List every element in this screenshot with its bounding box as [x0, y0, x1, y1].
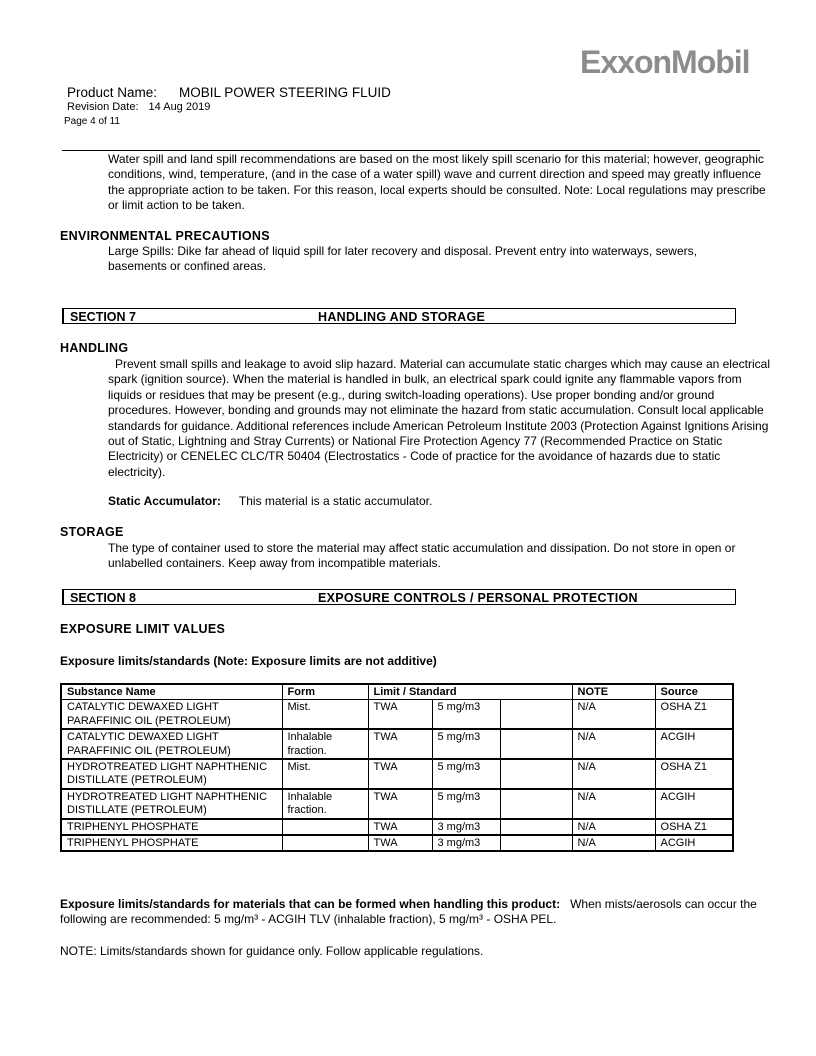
- cell-limit-extra: [500, 729, 572, 759]
- cell-source: ACGIH: [655, 729, 733, 759]
- revision-date-line: [67, 101, 210, 113]
- exposure-limits-table: [60, 683, 734, 852]
- cell-limit-extra: [500, 789, 572, 819]
- product-name-line: [67, 85, 391, 100]
- cell-limit-type: TWA: [368, 700, 432, 729]
- table-row: [61, 759, 733, 789]
- cell-form: [282, 819, 368, 835]
- cell-limit-type: TWA: [368, 729, 432, 759]
- cell-note: N/A: [572, 819, 655, 835]
- cell-note: N/A: [572, 700, 655, 729]
- product-name-label: Product Name:: [67, 85, 158, 100]
- cell-form: Inhalable fraction.: [282, 729, 368, 759]
- cell-limit-value: 5 mg/m3: [432, 729, 500, 759]
- cell-form: Mist.: [282, 759, 368, 789]
- table-header-row: [61, 684, 733, 700]
- static-accumulator-line: [108, 494, 432, 508]
- cell-limit-type: TWA: [368, 835, 432, 851]
- cell-source: OSHA Z1: [655, 700, 733, 729]
- formed-materials-label: Exposure limits/standards for materials that can be formed when handling this product:: [60, 897, 561, 911]
- handling-text: Prevent small spills and leakage to avoid slip hazard. Material can accumulate static charges which may cause an electrical spark (ignition source). When the material is handled in bulk, an electrical spark could ignite any flammable vapors from liquids or residues that may be present (e.g., during switch-loading operations). Use proper bonding and/or ground procedures. However, bonding and grounds may not eliminate the hazard from static accumulation. Consult local applicable standards for guidance. Additional references include American Petroleum Institute 2003 (Protection Against Ignitions Arising out of Static, Lightning and Stray Currents) or National Fire Protection Agency 77 (Recommended Practice on Static Electricity) or CENELEC CLC/TR 50404 (Electrostatics - Code of practice for the avoidance of hazards due to static electricity).: [108, 357, 770, 479]
- cell-limit-type: TWA: [368, 759, 432, 789]
- environmental-precautions-text: Large Spills: Dike far ahead of liquid spill for later recovery and disposal. Prevent entry into waterways, sewers, basements or confined areas.: [108, 244, 697, 274]
- cell-limit-value: 5 mg/m3: [432, 789, 500, 819]
- cell-limit-type: TWA: [368, 819, 432, 835]
- cell-limit-value: 5 mg/m3: [432, 700, 500, 729]
- cell-substance: TRIPHENYL PHOSPHATE: [61, 819, 282, 835]
- exxonmobil-logo: ExxonMobil: [580, 44, 750, 80]
- water-spill-paragraph: Water spill and land spill recommendations are based on the most likely spill scenario for this material; however, geographic conditions, wind, temperature, (and in the case of a water spill) wave and current direction and speed may greatly influence the appropriate action to be taken. For this reason, local experts should be consulted. Note: Local regulations may prescribe or limit action to be taken.: [108, 152, 766, 213]
- table-row: [61, 819, 733, 835]
- cell-note: N/A: [572, 729, 655, 759]
- column-header-note: NOTE: [572, 684, 655, 700]
- cell-limit-extra: [500, 819, 572, 835]
- cell-limit-type: TWA: [368, 789, 432, 819]
- revision-date-label: Revision Date:: [67, 101, 139, 113]
- cell-substance: CATALYTIC DEWAXED LIGHT PARAFFINIC OIL (PETROLEUM): [61, 700, 282, 729]
- guidance-note: NOTE: Limits/standards shown for guidance only. Follow applicable regulations.: [60, 944, 484, 958]
- storage-text: The type of container used to store the material may affect static accumulation and dissipation. Do not store in open or unlabelled containers. Keep away from incompatible materials.: [108, 541, 736, 571]
- section-7-number: SECTION 7: [70, 310, 136, 324]
- column-header-limit: Limit / Standard: [368, 684, 572, 700]
- page-number: Page 4 of 11: [64, 116, 120, 127]
- handling-heading: HANDLING: [60, 341, 129, 355]
- cell-note: N/A: [572, 789, 655, 819]
- section-8-bar: [62, 589, 736, 605]
- table-row: [61, 789, 733, 819]
- column-header-form: Form: [282, 684, 368, 700]
- cell-form: Inhalable fraction.: [282, 789, 368, 819]
- cell-limit-extra: [500, 700, 572, 729]
- cell-form: [282, 835, 368, 851]
- static-accumulator-value: This material is a static accumulator.: [238, 494, 433, 508]
- revision-date-value: 14 Aug 2019: [148, 101, 211, 113]
- cell-limit-value: 3 mg/m3: [432, 819, 500, 835]
- column-header-source: Source: [655, 684, 733, 700]
- cell-source: OSHA Z1: [655, 819, 733, 835]
- cell-note: N/A: [572, 759, 655, 789]
- product-name-value: MOBIL POWER STEERING FLUID: [179, 85, 391, 100]
- cell-source: OSHA Z1: [655, 759, 733, 789]
- cell-substance: HYDROTREATED LIGHT NAPHTHENIC DISTILLATE (PETROLEUM): [61, 759, 282, 789]
- formed-materials-paragraph: [60, 897, 760, 928]
- cell-substance: CATALYTIC DEWAXED LIGHT PARAFFINIC OIL (PETROLEUM): [61, 729, 282, 759]
- cell-form: Mist.: [282, 700, 368, 729]
- cell-limit-value: 5 mg/m3: [432, 759, 500, 789]
- table-row: [61, 729, 733, 759]
- section-8-number: SECTION 8: [70, 591, 136, 605]
- cell-note: N/A: [572, 835, 655, 851]
- formed-materials-text: When mists/aerosols can occur the following are recommended: 5 mg/m³ - ACGIH TLV (inhalable fraction), 5 mg/m³ - OSHA PEL.: [60, 897, 757, 927]
- exposure-limits-subheading: Exposure limits/standards (Note: Exposure limits are not additive): [60, 654, 437, 668]
- cell-source: ACGIH: [655, 789, 733, 819]
- section-7-bar: [62, 308, 736, 324]
- cell-limit-value: 3 mg/m3: [432, 835, 500, 851]
- cell-source: ACGIH: [655, 835, 733, 851]
- header-divider: [62, 150, 760, 151]
- table-row: [61, 700, 733, 729]
- static-accumulator-label: Static Accumulator:: [108, 494, 221, 508]
- exposure-limit-values-heading: EXPOSURE LIMIT VALUES: [60, 622, 226, 636]
- cell-limit-extra: [500, 835, 572, 851]
- cell-substance: HYDROTREATED LIGHT NAPHTHENIC DISTILLATE (PETROLEUM): [61, 789, 282, 819]
- cell-substance: TRIPHENYL PHOSPHATE: [61, 835, 282, 851]
- table-row: [61, 835, 733, 851]
- section-7-title: HANDLING AND STORAGE: [318, 310, 486, 324]
- environmental-precautions-heading: ENVIRONMENTAL PRECAUTIONS: [60, 229, 270, 243]
- section-8-title: EXPOSURE CONTROLS / PERSONAL PROTECTION: [318, 591, 638, 605]
- storage-heading: STORAGE: [60, 525, 124, 539]
- column-header-substance: Substance Name: [61, 684, 282, 700]
- cell-limit-extra: [500, 759, 572, 789]
